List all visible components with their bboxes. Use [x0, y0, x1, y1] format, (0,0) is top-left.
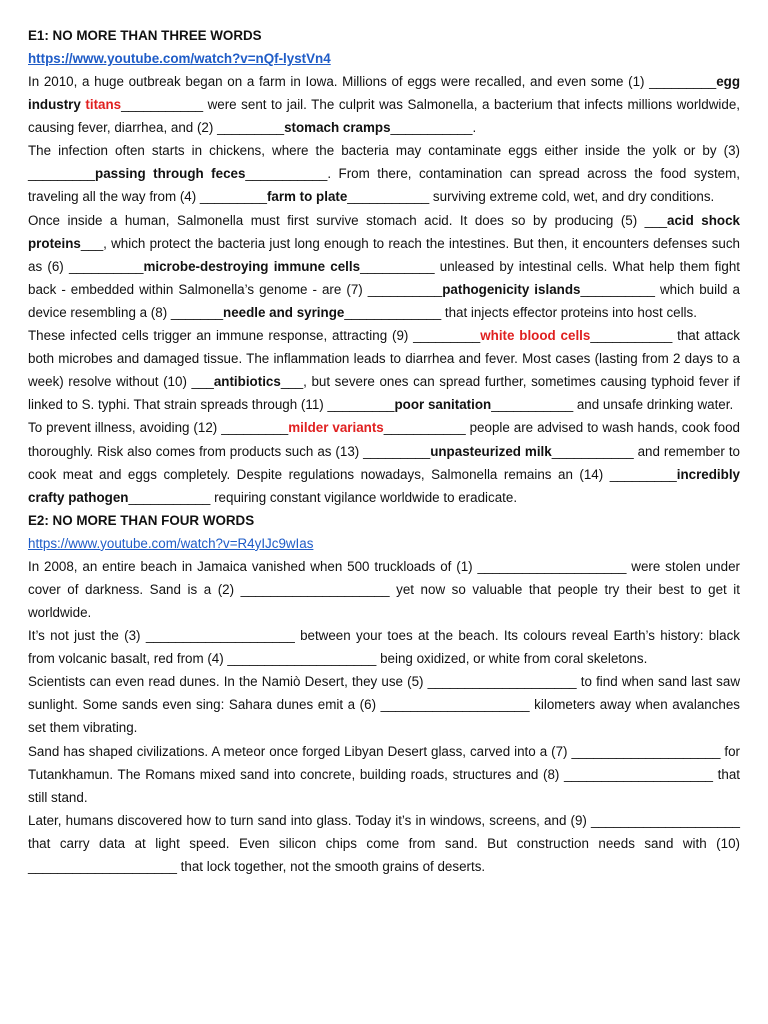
answer-9: white blood cells [480, 328, 591, 344]
paragraph-e2-4: Sand has shaped civilizations. A meteor once forged Libyan Desert glass, carved into a (7) ____________________ for Tutankhamun. The Romans mixed sand into concrete, building roads, structures and (8) ____________________ that still stand. [28, 743, 740, 805]
text: ___________ and unsafe drinking water. [491, 397, 734, 413]
text: ___________ people are advised to wash hands, cook food thoroughly. Risk also comes from products such as (13) _________ [28, 420, 740, 459]
answer-10: antibiotics [213, 374, 281, 390]
paragraph-e2-1: In 2008, an entire beach in Jamaica vanished when 500 truckloads of (1) ____________________ were stolen under cover of darkness. Sand is a (2) ____________________ yet now so valuable that people try their best to get it worldwide. [28, 558, 740, 620]
paragraph-e1-3 [28, 209, 740, 324]
answer-14: incredibly crafty pathogen [28, 466, 740, 505]
paragraph-e2-2: It’s not just the (3) ____________________ between your toes at the beach. Its colours reveal Earth’s history: black from volcanic basalt, red from (4) ____________________ being oxidized, or white from coral skeletons. [28, 628, 740, 667]
answer-1: egg industry [28, 74, 740, 113]
answer-11: poor sanitation [394, 397, 492, 413]
text: __________ which build a device resembling a (8) _______ [28, 281, 740, 320]
text: _____________ that injects effector proteins into host cells. [344, 304, 697, 320]
paragraph-e2-3: Scientists can even read dunes. In the Namiò Desert, they use (5) ____________________ to find when sand last saw sunlight. Some sands even sing: Sahara dunes emit a (6) ____________________ kilometers away when avalanches set them vibrating. [28, 674, 740, 736]
paragraph-e1-2 [28, 139, 740, 208]
text: ___________ requiring constant vigilance worldwide to eradicate. [128, 489, 518, 505]
text: In 2010, a huge outbreak began on a farm in Iowa. Millions of eggs were recalled, and even some (1) _________ [28, 74, 717, 89]
answer-7: pathogenicity islands [442, 281, 581, 297]
text: ___________. [390, 120, 477, 136]
text: __________ unleased by intestinal cells. What help them fight back - embedded within Salmonella’s genome - are (7) __________ [28, 258, 740, 297]
answer-8: needle and syringe [223, 304, 345, 320]
paragraph-e2-5: Later, humans discovered how to turn sand into glass. Today it’s in windows, screens, and (9) ____________________ that carry data at light speed. Even silicon chips come from sand. But construction needs sand with (10) ____________________ that lock together, not the smooth grains of deserts. [28, 812, 740, 874]
text: ___________ surviving extreme cold, wet, and dry conditions. [347, 189, 715, 205]
paragraph-e1-1 [28, 70, 740, 139]
answer-5: acid shock proteins [28, 212, 740, 251]
text: To prevent illness, avoiding (12) _________ [28, 420, 289, 436]
section-e1 [28, 24, 740, 509]
text: Once inside a human, Salmonella must first survive stomach acid. It does so by producing (5) ___ [28, 212, 668, 228]
section-heading-e2: E2: NO MORE THAN FOUR WORDS [28, 512, 255, 528]
text: ___________ were sent to jail. The culprit was Salmonella, a bacterium that infects millions worldwide, causing fever, diarrhea, and (2) _________ [28, 97, 740, 136]
answer-6: microbe-destroying immune cells [143, 258, 361, 274]
section-e2 [28, 509, 740, 878]
text: ___________. From there, contamination can spread across the food system, traveling all the way from (4) _________ [28, 166, 740, 205]
answer-12: milder variants [288, 420, 384, 436]
video-link-e1[interactable]: https://www.youtube.com/watch?v=nQf-lystVn4 [28, 51, 331, 66]
answer-13: unpasteurized milk [430, 443, 552, 459]
text: The infection often starts in chickens, where the bacteria may contaminate eggs either inside the yolk or by (3) _________ [28, 143, 740, 182]
video-link-e2[interactable]: https://www.youtube.com/watch?v=R4yIJc9wIas [28, 535, 314, 551]
paragraph-e1-5 [28, 416, 740, 508]
text: ___________ and remember to cook meat and eggs completely. Despite regulations nowadays, Salmonella remains an (14) _________ [28, 443, 740, 482]
answer-1-red: titans [85, 97, 122, 113]
answer-2: stomach cramps [284, 120, 391, 136]
answer-4: farm to plate [266, 189, 348, 205]
text: ___________ that attack both microbes and damaged tissue. The inflammation leads to diarrhea and fever. Most cases (lasting from 2 days to a week) resolve without (10) ___ [28, 328, 741, 390]
text: These infected cells trigger an immune response, attracting (9) _________ [28, 328, 481, 344]
paragraph-e1-4 [28, 324, 740, 416]
section-heading-e1: E1: NO MORE THAN THREE WORDS [28, 28, 262, 43]
text: ___, but severe ones can spread further, sometimes causing typhoid fever if linked to S. typhi. That strain spreads through (11) _________ [28, 374, 740, 413]
answer-3: passing through feces [95, 166, 246, 182]
text: ___, which protect the bacteria just long enough to reach the intestines. But then, it encounters defenses such as (6) __________ [28, 235, 740, 274]
